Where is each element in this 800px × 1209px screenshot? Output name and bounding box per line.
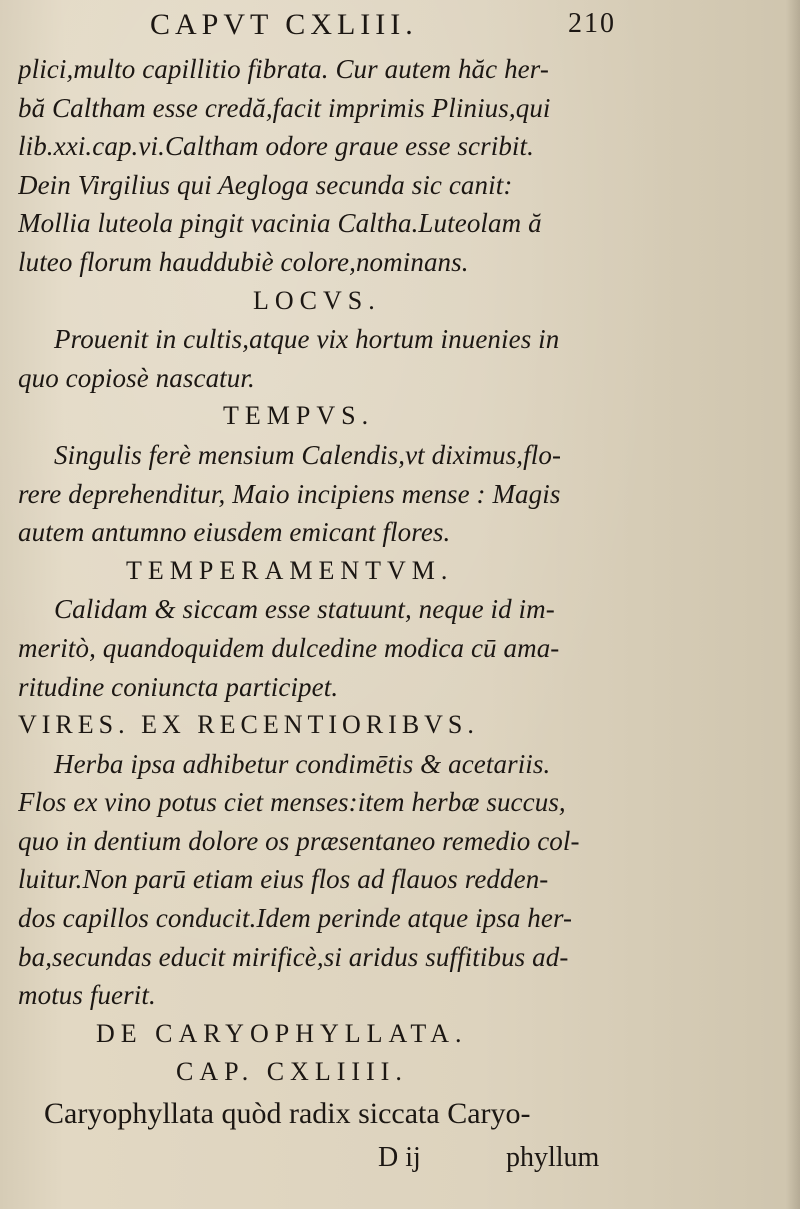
text-line: Prouenit in cultis,atque vix hortum inuenies in [54, 324, 560, 355]
text-line: quo copiosè nascatur. [18, 362, 255, 393]
text-line: dos capillos conducit.Idem perinde atque ipsa her- [18, 903, 573, 934]
text-line: Mollia luteola pingit vacinia Caltha.Luteolam ă [18, 208, 542, 239]
text-line: plici,multo capillitio fibrata. Cur autem hăc her- [18, 54, 549, 84]
signature-mark: D ij [378, 1142, 421, 1174]
section-heading-tempus: TEMPVS. [223, 401, 375, 431]
section-heading-locus: LOCVS. [253, 285, 381, 315]
chapter-first-line: Caryophyllata quòd radix siccata Caryo- [44, 1097, 531, 1131]
page-footer [18, 1136, 788, 1180]
page-edge-shadow [786, 0, 800, 1209]
chapter-number: CAP. CXLIIII. [176, 1057, 408, 1087]
running-head: CAPVT CXLIII. [150, 8, 418, 41]
text-line: lib.xxi.cap.vi.Caltham odore graue esse scribit. [18, 131, 534, 162]
page-body [18, 50, 788, 1180]
text-line: Flos ex vino potus ciet menses:item herbæ succus, [18, 787, 566, 818]
page-header [0, 8, 800, 48]
catchword: phyllum [506, 1142, 600, 1174]
text-line: Herba ipsa adhibetur condimētis & acetariis. [54, 748, 551, 779]
section-heading-vires: VIRES. EX RECENTIORIBVS. [18, 710, 479, 740]
folio-number: 210 [568, 8, 616, 39]
text-line: motus fuerit. [18, 980, 156, 1011]
chapter-title: DE CARYOPHYLLATA. [96, 1018, 468, 1048]
text-line: meritò, quandoquidem dulcedine modica cū ama- [18, 632, 560, 663]
text-line: autem antumno eiusdem emicant flores. [18, 517, 451, 548]
text-line: ritudine coniuncta participet. [18, 671, 339, 702]
section-heading-temperamentum: TEMPERAMENTVM. [126, 555, 454, 585]
text-line: ba,secundas educit mirificè,si aridus suffitibus ad- [18, 941, 569, 972]
text-line: Singulis ferè mensium Calendis,vt diximus,flo- [54, 439, 562, 470]
text-line: rere deprehenditur, Maio incipiens mense : Magis [18, 478, 561, 509]
text-line: bă Caltham esse credă,facit imprimis Plinius,qui [18, 92, 551, 123]
text-line: luitur.Non parū etiam eius flos ad flauos redden- [18, 864, 549, 895]
text-line: quo in dentium dolore os præsentaneo remedio col- [18, 825, 580, 856]
text-line: Dein Virgilius qui Aegloga secunda sic canit: [18, 169, 513, 200]
text-line: luteo florum hauddubiè colore,nominans. [18, 246, 469, 277]
text-line: Calidam & siccam esse statuunt, neque id im- [54, 594, 555, 625]
